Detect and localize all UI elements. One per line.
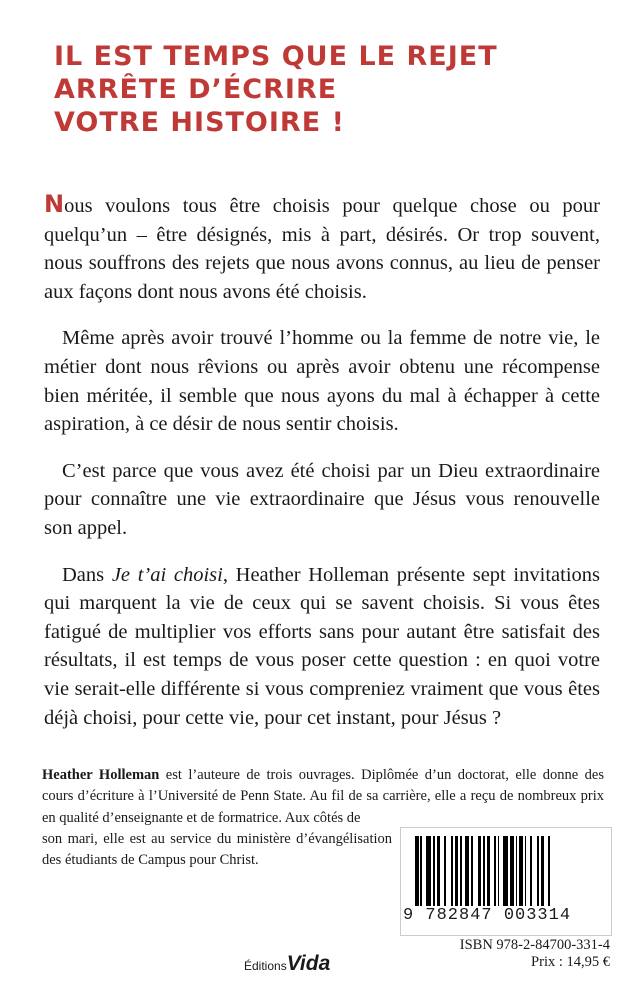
blurb-body	[44, 190, 600, 750]
blurb-paragraph-4	[44, 561, 600, 733]
barcode-digits: 9 782847 003314	[403, 906, 572, 925]
author-bio-wide	[42, 767, 604, 826]
headline-line-1: IL EST TEMPS QUE LE REJET	[54, 41, 498, 72]
isbn-number: ISBN 978-2-84700-331-4	[459, 937, 610, 953]
book-title: Je t’ai choisi	[111, 563, 223, 586]
blurb-paragraph-2: Même après avoir trouvé l’homme ou la femme de notre vie, le métier dont nous rêvions ou après avoir obtenu une récompense bien méritée, il semble que nous ayons du mal à échapper à cette aspiration, à ce désir de nous sentir choisis.	[44, 327, 600, 436]
headline-line-3: VOTRE HISTOIRE !	[54, 107, 345, 138]
barcode-bar	[550, 836, 552, 906]
publisher-editions: Éditions	[244, 959, 287, 973]
price: Prix : 14,95 €	[531, 954, 610, 970]
drop-cap: N	[44, 190, 65, 218]
barcode	[400, 827, 612, 936]
blurb-paragraph-3: C’est parce que vous avez été choisi par un Dieu extraordinaire pour connaître une vie extraordinaire que Jésus vous renouvelle son appel.	[44, 459, 600, 539]
back-cover-headline	[54, 40, 614, 139]
isbn-block	[440, 937, 610, 971]
author-bio-narrow: son mari, elle est au service du ministère d’évangélisation des étudiants de Campus pour Christ.	[42, 830, 392, 869]
barcode-bars	[415, 836, 601, 906]
author-name: Heather Holleman	[42, 767, 160, 783]
author-bio-text: est l’auteure de trois ouvrages. Diplômée d’un doctorat, elle donne des cours d’écriture à l’Université de Penn State. Au fil de sa carrière, elle a reçu de nombreux prix en qualité d’enseignante et de formatrice. Aux côtés de	[42, 767, 604, 826]
publisher-logo	[244, 952, 330, 976]
blurb-paragraph-1	[44, 190, 600, 306]
blurb-paragraph-4-text: , Heather Holleman présente sept invitations qui marquent la vie de ceux qui se savent choisis. Si vous êtes fatigué de multiplier vos efforts sans pour autant être satisfait des résultats, il est temps de vous poser cette question : en quoi votre vie serait-elle différente si vous compreniez vraiment que vous êtes déjà choisi, pour cette vie, pour cet instant, pour Jésus ?	[44, 563, 600, 729]
publisher-vida: Vida	[286, 952, 331, 975]
headline-line-2: ARRÊTE D’ÉCRIRE	[54, 74, 338, 105]
blurb-paragraph-4-lead: Dans	[62, 563, 112, 586]
blurb-paragraph-1-text: ous voulons tous être choisis pour quelque chose ou pour quelqu’un – être désignés, mis à part, désirés. Or trop souvent, nous souffrons des rejets que nous avons connus, au lieu de penser aux façons dont nous avons été choisis.	[44, 195, 600, 303]
